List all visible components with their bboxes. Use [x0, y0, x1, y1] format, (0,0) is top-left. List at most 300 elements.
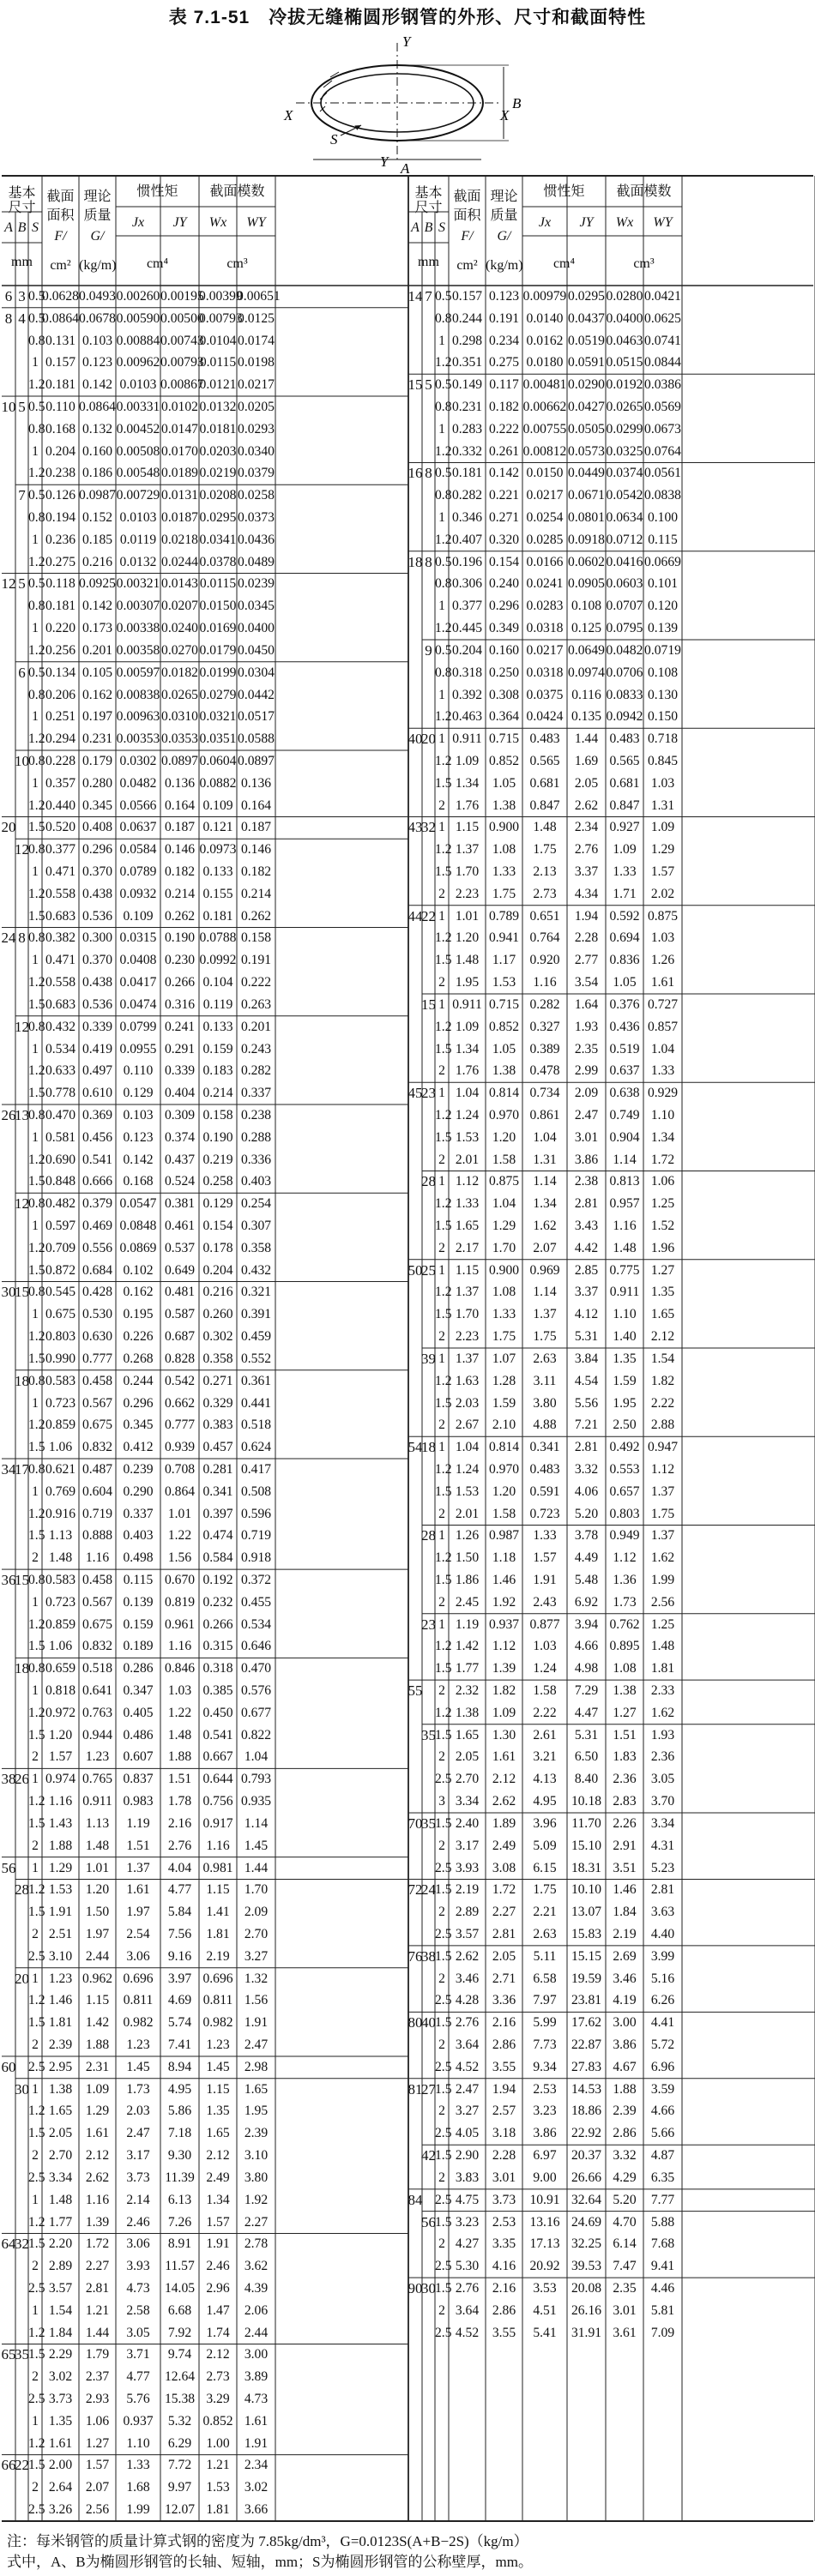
left-cell-jy: 0.00743 — [160, 333, 204, 348]
left-cell-s: 2.5 — [28, 2059, 45, 2074]
left-cell-s: 1.5 — [28, 2236, 45, 2252]
left-cell-s: 1 — [32, 2081, 39, 2097]
left-cell-wx: 1.23 — [206, 2037, 230, 2053]
left-cell-jx: 0.00729 — [116, 488, 160, 503]
left-cell-jy: 7.56 — [167, 1926, 192, 1941]
right-cell-jx: 1.75 — [533, 1882, 557, 1898]
right-cell-b: 5 — [425, 376, 432, 394]
left-cell-wx: 0.318 — [202, 1661, 233, 1676]
right-cell-wy: 1.31 — [650, 797, 675, 813]
right-cell-g: 2.28 — [492, 2148, 516, 2164]
left-cell-f: 0.872 — [45, 1262, 76, 1278]
right-cell-wy: 0.857 — [647, 1019, 679, 1034]
right-cell-s: 1.5 — [435, 1395, 452, 1411]
left-cell-f: 1.91 — [48, 1905, 73, 1920]
left-cell-jx: 0.00963 — [116, 709, 160, 725]
left-cell-jx: 0.982 — [123, 2015, 154, 2031]
left-cell-f: 0.238 — [45, 466, 76, 481]
left-cell-wy: 0.677 — [240, 1705, 272, 1720]
right-cell-s: 2.5 — [435, 2325, 452, 2340]
left-cell-jy: 0.819 — [164, 1594, 196, 1610]
right-cell-wx: 0.519 — [609, 1041, 640, 1056]
left-cell-jx: 0.244 — [123, 1373, 154, 1388]
left-cell-f: 0.181 — [45, 599, 76, 614]
right-cell-wy: 0.0741 — [644, 333, 681, 348]
right-cell-g: 2.12 — [492, 1772, 516, 1787]
left-cell-jx: 3.06 — [126, 1948, 150, 1964]
left-cell-jy: 0.241 — [164, 1019, 196, 1034]
right-cell-f: 1.48 — [455, 953, 480, 968]
left-cell-a: 6 — [4, 287, 13, 304]
right-cell-f: 1.76 — [455, 1063, 480, 1079]
left-cell-f: 0.778 — [45, 1086, 76, 1101]
right-cell-jy: 32.64 — [570, 2192, 602, 2207]
left-cell-jx: 0.0482 — [119, 775, 157, 791]
right-cell-jx: 7.97 — [533, 1993, 557, 2008]
left-cell-s: 2 — [32, 1838, 39, 1853]
left-cell-wy: 1.95 — [244, 2104, 269, 2119]
right-cell-jy: 20.08 — [570, 2280, 602, 2296]
right-cell-wx: 2.39 — [613, 2104, 637, 2119]
right-cell-wy: 2.36 — [650, 1749, 675, 1765]
left-cell-wy: 0.0489 — [238, 554, 275, 569]
right-cell-wy: 0.0669 — [644, 554, 681, 569]
left-cell-g: 0.962 — [82, 1971, 113, 1986]
left-cell-g: 0.408 — [82, 820, 113, 835]
left-cell-wy: 0.158 — [240, 930, 272, 946]
left-cell-wy: 0.0400 — [238, 621, 275, 636]
right-cell-s: 0.8 — [435, 576, 452, 592]
left-cell-b: 22 — [15, 2457, 29, 2474]
left-cell-g: 0.142 — [82, 599, 113, 614]
right-cell-a: 50 — [408, 1261, 423, 1279]
right-cell-wx: 2.26 — [613, 1815, 637, 1831]
left-cell-jy: 0.0897 — [161, 753, 198, 768]
left-cell-g: 0.604 — [82, 1484, 113, 1499]
left-cell-wx: 0.0150 — [199, 599, 237, 614]
left-cell-g: 2.81 — [85, 2280, 110, 2296]
left-cell-jx: 1.23 — [126, 2037, 150, 2053]
left-cell-f: 3.02 — [48, 2369, 73, 2385]
left-cell-s: 1 — [32, 1971, 39, 1986]
left-cell-f: 1.43 — [48, 1815, 73, 1831]
right-cell-f: 2.67 — [455, 1417, 480, 1433]
left-cell-wx: 1.65 — [206, 2126, 230, 2141]
right-cell-g: 1.08 — [492, 1285, 516, 1300]
left-cell-b: 4 — [18, 310, 26, 327]
left-cell-f: 0.110 — [45, 399, 75, 414]
left-cell-b: 3 — [18, 287, 26, 304]
left-cell-wx: 1.74 — [206, 2325, 230, 2340]
left-cell-a: 65 — [1, 2346, 16, 2363]
right-cell-jy: 3.84 — [574, 1351, 599, 1366]
right-cell-wy: 3.99 — [650, 1948, 675, 1964]
right-cell-jx: 1.48 — [533, 820, 557, 835]
left-cell-jx: 0.0103 — [119, 510, 157, 526]
left-cell-f: 0.916 — [45, 1506, 76, 1521]
left-cell-g: 0.0864 — [79, 399, 116, 414]
right-cell-g: 0.154 — [488, 554, 520, 569]
right-cell-wx: 0.657 — [609, 1484, 640, 1499]
left-cell-wx: 0.0992 — [199, 953, 237, 968]
right-cell-s: 0.5 — [435, 466, 452, 481]
left-cell-a: 64 — [1, 2236, 16, 2253]
left-cell-jx: 3.71 — [126, 2347, 150, 2362]
right-cell-wy: 1.29 — [650, 842, 675, 858]
left-cell-wy: 1.32 — [244, 1971, 269, 1986]
left-cell-wx: 1.57 — [206, 2214, 230, 2230]
left-cell-f: 2.51 — [48, 1926, 73, 1941]
left-cell-s: 2 — [32, 2369, 39, 2385]
left-cell-wx: 0.154 — [202, 1219, 233, 1233]
left-cell-jy: 7.92 — [167, 2325, 192, 2340]
left-cell-jx: 0.412 — [123, 1440, 154, 1455]
table-title: 表 7.1-51 冷拔无缝椭圆形钢管的外形、尺寸和截面特性 — [168, 8, 647, 27]
left-cell-s: 1.5 — [28, 1639, 45, 1654]
right-cell-jx: 0.483 — [529, 1461, 560, 1477]
right-cell-s: 2 — [438, 886, 445, 901]
right-cell-wy: 2.56 — [650, 1594, 675, 1610]
right-cell-f: 2.89 — [455, 1905, 480, 1920]
left-cell-jy: 9.74 — [167, 2347, 192, 2362]
left-cell-wx: 2.19 — [206, 1948, 230, 1964]
left-cell-g: 0.536 — [82, 908, 113, 924]
left-cell-f: 0.709 — [45, 1240, 76, 1255]
left-cell-jy: 0.0147 — [161, 421, 198, 436]
right-cell-wy: 0.101 — [647, 576, 679, 592]
right-cell-wy: 1.82 — [650, 1373, 675, 1388]
left-cell-s: 0.5 — [28, 310, 45, 326]
right-cell-f: 2.76 — [455, 2015, 480, 2031]
left-cell-s: 0.8 — [28, 1572, 45, 1587]
left-cell-jy: 4.95 — [167, 2081, 192, 2097]
right-cell-g: 1.29 — [492, 1219, 516, 1233]
right-cell-wx: 2.69 — [613, 1948, 637, 1964]
right-cell-f: 0.204 — [451, 642, 483, 658]
right-cell-jx: 3.11 — [533, 1373, 557, 1388]
left-cell-wx: 0.0788 — [199, 930, 237, 946]
left-cell-wy: 0.214 — [240, 886, 272, 901]
right-cell-wx: 0.904 — [609, 1129, 640, 1145]
left-cell-wx: 0.358 — [202, 1351, 233, 1366]
right-cell-wx: 1.38 — [613, 1683, 637, 1699]
right-cell-f: 0.306 — [451, 576, 483, 592]
right-cell-g: 1.59 — [492, 1395, 516, 1411]
right-cell-g: 3.55 — [492, 2325, 516, 2340]
right-cell-jy: 2.99 — [574, 1063, 599, 1079]
right-cell-wy: 1.04 — [650, 1041, 675, 1056]
left-cell-jx: 0.811 — [123, 1993, 154, 2008]
right-cell-wx: 0.803 — [609, 1506, 640, 1521]
right-cell-wy: 1.48 — [650, 1639, 675, 1654]
right-header-basic-size: 基本尺寸 — [414, 186, 443, 215]
left-cell-g: 0.458 — [82, 1373, 113, 1388]
right-cell-jx: 5.09 — [533, 1838, 557, 1853]
right-cell-b: 23 — [421, 1085, 436, 1102]
right-cell-b: 28 — [421, 1527, 436, 1544]
right-cell-wy: 1.34 — [650, 1129, 675, 1145]
right-header-area-unit: cm² — [456, 258, 478, 273]
right-cell-g: 1.53 — [492, 975, 516, 990]
left-cell-wx: 1.45 — [206, 2059, 230, 2074]
left-cell-g: 0.536 — [82, 996, 113, 1012]
right-cell-g: 1.28 — [492, 1373, 516, 1388]
left-cell-s: 1.2 — [28, 1417, 45, 1433]
right-cell-g: 0.715 — [488, 731, 520, 747]
right-cell-wy: 0.0844 — [644, 355, 681, 370]
left-cell-wx: 1.21 — [206, 2458, 230, 2473]
left-cell-g: 1.16 — [85, 1550, 110, 1566]
right-cell-g: 0.191 — [488, 310, 520, 326]
left-cell-f: 0.256 — [45, 642, 76, 658]
left-cell-wy: 0.238 — [240, 1107, 272, 1122]
left-cell-f: 2.70 — [48, 2148, 73, 2164]
right-cell-f: 2.17 — [455, 1240, 480, 1255]
right-cell-g: 1.75 — [492, 886, 516, 901]
right-cell-g: 1.61 — [492, 1749, 516, 1765]
left-cell-f: 1.35 — [48, 2413, 73, 2429]
right-cell-wx: 0.836 — [609, 953, 640, 968]
left-cell-wy: 0.288 — [240, 1129, 272, 1145]
right-cell-g: 1.20 — [492, 1129, 516, 1145]
right-cell-g: 2.57 — [492, 2104, 516, 2119]
left-cell-jy: 12.07 — [164, 2502, 196, 2518]
left-cell-g: 0.296 — [82, 842, 113, 858]
right-cell-wx: 3.32 — [613, 2148, 637, 2164]
right-cell-wy: 0.0386 — [644, 377, 681, 393]
right-cell-g: 0.117 — [489, 377, 519, 393]
left-cell-jx: 0.486 — [123, 1727, 154, 1742]
left-cell-g: 1.09 — [85, 2081, 110, 2097]
left-cell-jy: 6.13 — [167, 2192, 192, 2207]
left-cell-wx: 0.0208 — [199, 488, 237, 503]
left-cell-jx: 0.123 — [123, 1129, 154, 1145]
left-cell-a: 12 — [1, 575, 16, 593]
left-header-area-2: 面积 — [46, 208, 75, 223]
right-cell-jy: 3.43 — [574, 1219, 599, 1233]
right-cell-g: 1.07 — [492, 1351, 516, 1366]
right-cell-g: 4.16 — [492, 2259, 516, 2274]
left-cell-wy: 0.136 — [240, 775, 272, 791]
right-cell-s: 1.5 — [435, 2081, 452, 2097]
right-cell-jy: 14.53 — [570, 2081, 602, 2097]
right-cell-jy: 0.0427 — [568, 399, 605, 414]
left-cell-s: 1.5 — [28, 1528, 45, 1544]
left-cell-b: 7 — [18, 487, 26, 504]
left-cell-wx: 0.119 — [202, 996, 233, 1012]
left-cell-b: 15 — [15, 1284, 29, 1301]
left-cell-wx: 0.0115 — [199, 576, 237, 592]
left-cell-b: 20 — [15, 1970, 29, 1987]
left-cell-a: 36 — [1, 1571, 16, 1588]
left-cell-wx: 0.450 — [202, 1705, 233, 1720]
left-cell-s: 1.2 — [28, 1063, 45, 1079]
right-cell-s: 1.5 — [435, 1129, 452, 1145]
left-cell-jy: 0.687 — [164, 1329, 196, 1345]
left-cell-wy: 0.508 — [240, 1484, 272, 1499]
left-cell-wx: 1.81 — [206, 2502, 230, 2518]
left-cell-g: 1.01 — [85, 1860, 110, 1875]
left-cell-f: 0.471 — [45, 864, 76, 879]
left-cell-jy: 0.309 — [164, 1107, 196, 1122]
right-cell-f: 0.283 — [451, 421, 483, 436]
left-cell-f: 1.54 — [48, 2302, 73, 2318]
left-cell-f: 0.236 — [45, 532, 76, 547]
right-cell-wy: 6.26 — [650, 1993, 675, 2008]
right-cell-g: 0.970 — [488, 1107, 520, 1122]
right-cell-wx: 0.911 — [609, 1285, 640, 1300]
right-cell-wy: 1.25 — [650, 1196, 675, 1212]
right-cell-wy: 0.727 — [647, 996, 679, 1012]
left-cell-a: 30 — [1, 1284, 16, 1301]
right-cell-wy: 3.70 — [650, 1794, 675, 1809]
right-cell-jx: 0.0283 — [526, 599, 564, 614]
left-cell-g: 0.911 — [82, 1794, 112, 1809]
left-cell-jy: 0.00793 — [160, 355, 204, 370]
left-cell-s: 0.8 — [28, 842, 45, 858]
left-cell-s: 0.5 — [28, 488, 45, 503]
right-cell-s: 1.5 — [435, 1727, 452, 1742]
left-cell-jx: 2.46 — [126, 2214, 150, 2230]
left-cell-jx: 2.03 — [126, 2104, 150, 2119]
right-cell-wx: 3.86 — [613, 2037, 637, 2053]
right-cell-jy: 2.38 — [574, 1174, 599, 1189]
right-cell-wx: 0.483 — [609, 731, 640, 747]
right-cell-a: 90 — [408, 2279, 423, 2296]
right-cell-wx: 0.949 — [609, 1528, 640, 1544]
right-cell-b: 38 — [421, 1947, 436, 1965]
left-cell-jy: 0.404 — [164, 1086, 196, 1101]
left-cell-wx: 0.183 — [202, 1063, 233, 1079]
left-cell-jx: 0.168 — [123, 1174, 154, 1189]
right-cell-jx: 3.21 — [533, 1749, 557, 1765]
right-cell-jy: 0.0905 — [568, 576, 605, 592]
right-cell-jx: 0.734 — [529, 1086, 560, 1101]
left-cell-wx: 0.0181 — [199, 421, 237, 436]
right-cell-wx: 2.35 — [613, 2280, 637, 2296]
right-cell-jx: 0.478 — [529, 1063, 560, 1079]
right-cell-jy: 4.06 — [574, 1484, 599, 1499]
left-cell-f: 2.20 — [48, 2236, 73, 2252]
right-cell-s: 1 — [438, 421, 445, 436]
right-cell-f: 0.911 — [452, 996, 482, 1012]
right-cell-wy: 1.33 — [650, 1063, 675, 1079]
right-cell-jy: 3.01 — [574, 1129, 599, 1145]
left-cell-wx: 0.133 — [202, 864, 233, 879]
left-cell-jx: 0.286 — [123, 1661, 154, 1676]
left-cell-f: 2.29 — [48, 2347, 73, 2362]
right-cell-a: 76 — [408, 1947, 423, 1965]
left-cell-wy: 0.0198 — [238, 355, 275, 370]
right-cell-s: 1.5 — [435, 953, 452, 968]
left-cell-g: 0.497 — [82, 1063, 113, 1079]
right-cell-jx: 4.13 — [533, 1772, 557, 1787]
right-cell-jx: 4.51 — [533, 2302, 557, 2318]
right-cell-wy: 9.41 — [650, 2259, 675, 2274]
left-cell-jx: 0.00353 — [116, 731, 160, 747]
left-cell-wy: 0.0340 — [238, 443, 275, 459]
right-header-mass-sym: G/ — [497, 229, 511, 244]
left-cell-jy: 5.74 — [167, 2015, 192, 2031]
left-cell-jy: 2.16 — [167, 1815, 192, 1831]
left-cell-jy: 0.524 — [164, 1174, 196, 1189]
left-cell-f: 1.48 — [48, 1550, 73, 1566]
left-cell-g: 0.541 — [82, 1152, 113, 1167]
left-cell-f: 0.769 — [45, 1484, 76, 1499]
left-cell-wx: 0.584 — [202, 1550, 233, 1566]
right-cell-g: 1.82 — [492, 1683, 516, 1699]
right-header-area-1: 截面 — [453, 190, 481, 204]
left-cell-s: 0.8 — [28, 1196, 45, 1212]
right-cell-g: 0.937 — [488, 1616, 520, 1632]
left-cell-s: 1.2 — [28, 1705, 45, 1720]
left-cell-jy: 0.846 — [164, 1661, 196, 1676]
left-cell-jx: 0.0302 — [119, 753, 157, 768]
left-cell-jy: 1.88 — [167, 1749, 192, 1765]
left-cell-jy: 0.0244 — [161, 554, 198, 569]
right-cell-s: 1.5 — [435, 1041, 452, 1056]
right-cell-jy: 5.20 — [574, 1506, 599, 1521]
left-header-wy: WY — [246, 215, 266, 230]
right-cell-jx: 2.22 — [533, 1705, 557, 1720]
right-cell-jx: 2.73 — [533, 886, 557, 901]
label-s: S — [330, 131, 338, 147]
left-cell-s: 1 — [32, 532, 39, 547]
right-cell-s: 1.2 — [435, 930, 452, 946]
left-cell-wy: 1.44 — [244, 1860, 269, 1875]
right-cell-jy: 5.31 — [574, 1329, 599, 1345]
left-cell-s: 1.2 — [28, 797, 45, 813]
left-cell-jx: 4.73 — [126, 2280, 150, 2296]
right-cell-jx: 2.21 — [533, 1905, 557, 1920]
right-cell-wy: 2.12 — [650, 1329, 675, 1345]
left-cell-jx: 1.33 — [126, 2458, 150, 2473]
left-cell-jx: 2.58 — [126, 2302, 150, 2318]
right-cell-f: 2.23 — [455, 886, 480, 901]
left-cell-wy: 0.470 — [240, 1661, 272, 1676]
right-cell-wx: 0.0299 — [606, 421, 643, 436]
left-cell-g: 0.428 — [82, 1285, 113, 1300]
left-cell-g: 0.832 — [82, 1440, 113, 1455]
left-cell-jy: 0.0240 — [161, 621, 198, 636]
left-cell-jy: 0.437 — [164, 1152, 196, 1167]
right-cell-s: 2.5 — [435, 2192, 452, 2207]
left-cell-f: 0.440 — [45, 797, 76, 813]
right-cell-s: 2.5 — [435, 2126, 452, 2141]
right-cell-f: 0.445 — [451, 621, 483, 636]
right-cell-jy: 2.81 — [574, 1196, 599, 1212]
left-cell-f: 0.471 — [45, 953, 76, 968]
right-cell-g: 0.852 — [488, 753, 520, 768]
right-cell-a: 80 — [408, 2014, 423, 2031]
right-cell-jy: 5.31 — [574, 1727, 599, 1742]
right-cell-s: 1.2 — [435, 753, 452, 768]
left-cell-wy: 0.719 — [240, 1528, 272, 1544]
left-cell-g: 1.72 — [85, 2236, 110, 2252]
left-cell-jy: 0.316 — [164, 996, 196, 1012]
left-cell-s: 0.8 — [28, 687, 45, 702]
right-cell-wx: 0.0942 — [606, 709, 643, 725]
left-cell-s: 1 — [32, 2302, 39, 2318]
left-cell-s: 1.2 — [28, 2325, 45, 2340]
right-cell-s: 1 — [438, 1528, 445, 1544]
left-cell-wy: 0.534 — [240, 1616, 272, 1632]
left-cell-jx: 0.403 — [123, 1528, 154, 1544]
right-cell-f: 0.181 — [451, 466, 483, 481]
right-cell-wy: 1.09 — [650, 820, 675, 835]
right-cell-b: 56 — [421, 2213, 436, 2230]
left-cell-jx: 0.498 — [123, 1550, 154, 1566]
